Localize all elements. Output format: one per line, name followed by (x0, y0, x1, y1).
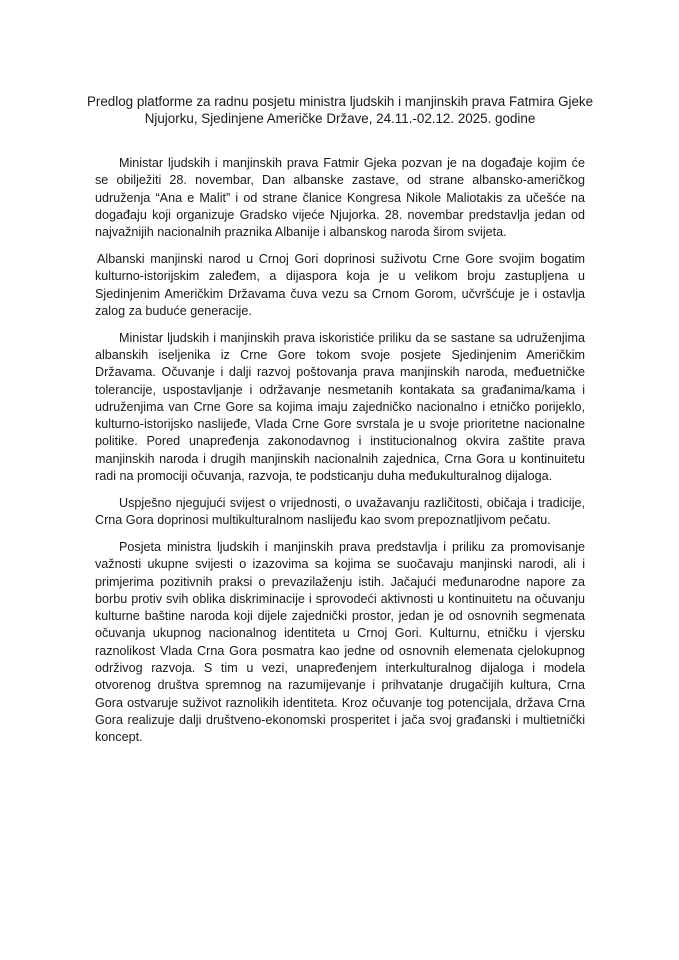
paragraph-2: Albanski manjinski narod u Crnoj Gori doprinosi suživotu Crne Gore svojim bogatim kulturno-istorijskim zaleđem, a dijaspora koja je u velikom broju zastupljena u Sjedinjenim Američkim Državama čuva vezu sa Crnom Gorom, učvršćuje je i ostavlja zalog za buduće generacije. (95, 251, 585, 318)
paragraph-5: Posjeta ministra ljudskih i manjinskih prava predstavlja i priliku za promovisanje važnosti ukupne svijesti o izazovima sa kojima se suočavaju manjinski narodi, ali i primjerima pozitivnih praksi o prevazilaženju istih. Jačajući međunarodne napore za borbu protiv svih oblika diskriminacije i sprovodeći aktivnosti u kontinuitetu na očuvanju kulturne baštine naroda koji dijele zajednički prostor, jedan je od osnovnih segmenata očuvanja ukupnog nacionalnog identiteta u Crnoj Gori. Kulturnu, etničku i vjersku raznolikost Vlada Crna Gora posmatra kao jedne od osnovnih elemenata cjelokupnog održivog razvoja. S tim u vezi, unapređenjem interkulturalnog dijaloga i modela otvorenog društva spremnog na razumijevanje i prihvatanje drugačijih kultura, Crna Gora ostvaruje suživot raznolikih identiteta. Kroz očuvanje tog potencijala, država Crna Gora realizuje dalji društveno-ekonomski prosperitet i jača svoj građanski i multietnički koncept. (95, 539, 585, 745)
title-line-1: Predlog platforme za radnu posjetu ministra ljudskih i manjinskih prava Fatmira Gjeke (86, 94, 594, 109)
paragraph-4: Uspješno njegujući svijest o vrijednosti, o uvažavanju različitosti, običaja i tradicije, Crna Gora doprinosi multikulturalnom naslijeđu kao svom prepoznatljivom pečatu. (95, 495, 585, 528)
document-title (60, 93, 620, 127)
paragraph-1: Ministar ljudskih i manjinskih prava Fatmir Gjeka pozvan je na događaje kojim će se obilježiti 28. novembar, Dan albanske zastave, od strane albansko-američkog udruženja “Ana e Malit” i od strane članice Kongresa Nikole Maliotakis za učešće na događaju koji organizuje Gradsko vijeće Njujorka. 28. novembar predstavlja jedan od najvažnijih nacionalnih praznika Albanije i albanskog naroda širom svijeta. (95, 156, 585, 240)
paragraph-3: Ministar ljudskih i manjinskih prava iskoristiće priliku da se sastane sa udruženjima albanskih iseljenika iz Crne Gore tokom svoje posjete Sjedinjenim Američkim Državama. Očuvanje i dalji razvoj poštovanja prava manjinskih naroda, međuetničke tolerancije, uspostavljanje i održavanje nesmetanih kontakata sa građanima/kama i udruženjima van Crne Gore sa kojima imaju zajedničko nacionalno i etničko porijeklo, kulturno-istorijsko naslijeđe, Vlada Crne Gore svrstala je u svoje prioritetne nacionalne politike. Pored unapređenja zakonodavnog i institucionalnog okvira zaštite prava manjinskih naroda i drugih manjinskih nacionalnih zajednica, Crna Gora u kontinuitetu radi na promociji očuvanja, razvoja, te podsticanju duha međukulturalnog dijaloga. (95, 330, 585, 484)
document-body (95, 155, 585, 756)
title-line-2: Njujorku, Sjedinjene Američke Države, 24.11.-02.12. 2025. godine (144, 111, 536, 126)
